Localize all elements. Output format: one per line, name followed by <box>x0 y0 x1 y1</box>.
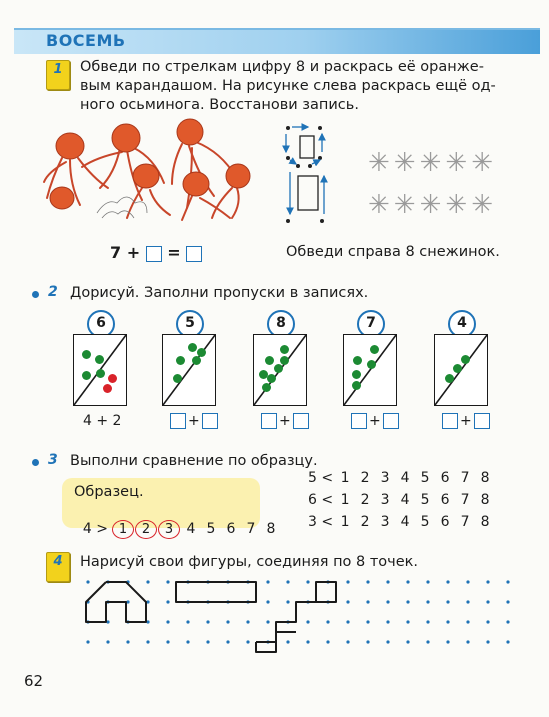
card-number-circle: 5 <box>176 310 204 338</box>
grid-dot[interactable] <box>366 640 369 643</box>
answer-box[interactable] <box>351 413 367 429</box>
red-dot <box>108 374 117 383</box>
grid-dot[interactable] <box>186 640 189 643</box>
comparison-number[interactable]: 4 <box>400 514 410 530</box>
grid-dot[interactable] <box>486 640 489 643</box>
snowflake-icon[interactable]: ✳ <box>393 190 420 220</box>
comparison-number[interactable]: 2 <box>360 492 370 508</box>
comparison-number[interactable]: 1 <box>340 514 350 530</box>
answer-box[interactable] <box>293 413 309 429</box>
snowflakes-top-row <box>368 148 518 178</box>
grid-dot[interactable] <box>406 640 409 643</box>
comparison-row <box>308 514 495 530</box>
grid-dot[interactable] <box>406 600 409 603</box>
grid-dot[interactable] <box>366 620 369 623</box>
comparison-number[interactable]: 5 <box>420 514 430 530</box>
plus-sign: + <box>279 413 291 429</box>
comparison-number[interactable]: 2 <box>360 470 370 486</box>
task-3-bullet <box>32 459 39 466</box>
grid-dot[interactable] <box>406 580 409 583</box>
comparison-number[interactable]: 8 <box>480 514 490 530</box>
task-2-bullet <box>32 291 39 298</box>
green-dot <box>461 355 470 364</box>
dot-card[interactable] <box>73 334 127 406</box>
comparison-number[interactable]: 6 <box>440 514 450 530</box>
octopus-illustration <box>42 118 252 226</box>
comparison-number[interactable]: 8 <box>480 470 490 486</box>
green-dot <box>192 356 201 365</box>
grid-dot[interactable] <box>386 640 389 643</box>
card-answer <box>351 413 399 429</box>
grid-dot[interactable] <box>486 600 489 603</box>
card-caption: 4 + 2 <box>83 413 122 429</box>
grid-dot[interactable] <box>346 620 349 623</box>
sample-number: 8 <box>266 521 276 537</box>
green-dot <box>96 369 105 378</box>
green-dot <box>370 345 379 354</box>
card-number-circle: 7 <box>357 310 385 338</box>
comparison-number[interactable]: 5 <box>420 470 430 486</box>
task-2-number: 2 <box>48 284 58 300</box>
comparison-number[interactable]: 3 <box>380 470 390 486</box>
grid-dot[interactable] <box>166 620 169 623</box>
comparison-number[interactable]: 2 <box>360 514 370 530</box>
snowflake-icon[interactable]: ✳ <box>368 148 394 178</box>
grid-dot[interactable] <box>466 640 469 643</box>
green-dot <box>352 381 361 390</box>
circled-number: 2 <box>135 520 157 539</box>
red-dot <box>103 384 112 393</box>
grid-dot[interactable] <box>366 600 369 603</box>
dot-card[interactable] <box>434 334 488 406</box>
grid-dot[interactable] <box>386 600 389 603</box>
snowflake-icon[interactable]: ✳ <box>419 148 446 178</box>
green-dot <box>280 345 289 354</box>
task-1-badge <box>46 60 70 90</box>
snowflake-icon[interactable]: ✳ <box>445 148 472 178</box>
comparison-number[interactable]: 1 <box>340 492 350 508</box>
task-1-expression <box>110 243 202 262</box>
grid-dot[interactable] <box>146 640 149 643</box>
comparison-row <box>308 492 495 508</box>
example-shape <box>176 582 256 602</box>
grid-dot[interactable] <box>86 580 89 583</box>
grid-dot[interactable] <box>246 640 249 643</box>
grid-dot[interactable] <box>206 620 209 623</box>
comparison-number[interactable]: 3 <box>380 514 390 530</box>
task-3-number: 3 <box>48 452 58 468</box>
green-dot <box>262 383 271 392</box>
circled-number: 1 <box>112 520 134 539</box>
grid-dot[interactable] <box>466 620 469 623</box>
answer-box[interactable] <box>383 413 399 429</box>
grid-dot[interactable] <box>246 620 249 623</box>
card-number-circle: 4 <box>448 310 476 338</box>
comparison-number[interactable]: 7 <box>460 514 470 530</box>
snowflake-icon[interactable]: ✳ <box>393 148 420 178</box>
grid-dot[interactable] <box>326 620 329 623</box>
card-number-circle: 6 <box>87 310 115 338</box>
grid-dot[interactable] <box>286 600 289 603</box>
grid-dot[interactable] <box>446 620 449 623</box>
grid-dot[interactable] <box>506 580 509 583</box>
snowflake-icon[interactable]: ✳ <box>445 190 472 220</box>
grid-dot[interactable] <box>306 640 309 643</box>
comparison-number[interactable]: 7 <box>460 492 470 508</box>
comparison-number[interactable]: 4 <box>400 492 410 508</box>
grid-dot[interactable] <box>226 640 229 643</box>
green-dot <box>176 356 185 365</box>
grid-dot[interactable] <box>86 640 89 643</box>
sample-number: 6 <box>226 521 236 537</box>
grid-dot[interactable] <box>506 640 509 643</box>
card-answer <box>442 413 490 429</box>
sample-comparison <box>74 504 281 539</box>
green-dot <box>173 374 182 383</box>
grid-dot[interactable] <box>266 600 269 603</box>
grid-dot[interactable] <box>346 600 349 603</box>
page-number: 62 <box>24 672 44 690</box>
comparison-number[interactable]: 7 <box>460 470 470 486</box>
sample-number: 5 <box>206 521 216 537</box>
green-dot <box>367 360 376 369</box>
grid-dot[interactable] <box>386 580 389 583</box>
example-shape <box>296 582 336 602</box>
answer-box[interactable] <box>202 413 218 429</box>
task-1-line-1: Обведи по стрелкам цифру 8 и раскрась её оранже- <box>80 59 484 75</box>
card-answer <box>261 413 309 429</box>
grid-dot[interactable] <box>466 600 469 603</box>
comparison-number[interactable]: 6 <box>440 470 450 486</box>
snowflake-icon[interactable]: ✳ <box>471 148 497 178</box>
grid-dot[interactable] <box>466 580 469 583</box>
comparison-prefix: 6 < <box>308 492 334 508</box>
sample-label: Образец. <box>74 484 144 500</box>
task-1-text <box>80 58 540 115</box>
sample-number: 4 <box>186 521 196 537</box>
comparison-prefix: 5 < <box>308 470 334 486</box>
plus-sign: + <box>460 413 472 429</box>
answer-box[interactable] <box>186 246 202 262</box>
answer-box[interactable] <box>474 413 490 429</box>
comparison-number[interactable]: 1 <box>340 470 350 486</box>
snowflake-caption: Обведи справа 8 снежинок. <box>286 244 500 260</box>
task-1-line-2: вым карандашом. На рисунке слева раскрась ещё од- <box>80 78 496 94</box>
grid-dot[interactable] <box>326 640 329 643</box>
task-3-text: Выполни сравнение по образцу. <box>70 453 318 469</box>
sample-prefix: 4 > <box>82 521 108 537</box>
grid-dot[interactable] <box>426 640 429 643</box>
dot-card[interactable] <box>253 334 307 406</box>
grid-dot[interactable] <box>266 620 269 623</box>
grid-dot[interactable] <box>126 640 129 643</box>
grid-dot[interactable] <box>506 600 509 603</box>
task-4-number: 4 <box>53 554 63 569</box>
example-shape <box>86 582 146 622</box>
grid-dot[interactable] <box>486 620 489 623</box>
grid-dot[interactable] <box>426 600 429 603</box>
task-1-line-3: ного осьминога. Восстанови запись. <box>80 97 359 113</box>
grid-dot[interactable] <box>486 580 489 583</box>
green-dot <box>197 348 206 357</box>
comparison-number[interactable]: 6 <box>440 492 450 508</box>
dot-card[interactable] <box>162 334 216 406</box>
answer-box[interactable] <box>442 413 458 429</box>
comparison-number[interactable]: 5 <box>420 492 430 508</box>
dot-card[interactable] <box>343 334 397 406</box>
grid-dot[interactable] <box>346 580 349 583</box>
task-4-badge <box>46 552 70 582</box>
grid-dot[interactable] <box>306 620 309 623</box>
sample-number: 7 <box>246 521 256 537</box>
snowflake-icon[interactable]: ✳ <box>471 190 497 220</box>
task-2-text: Дорисуй. Заполни пропуски в записях. <box>70 285 369 301</box>
answer-box[interactable] <box>146 246 162 262</box>
grid-dot[interactable] <box>446 600 449 603</box>
plus-sign: + <box>369 413 381 429</box>
snowflake-icon[interactable]: ✳ <box>368 190 394 220</box>
section-title: ВОСЕМЬ <box>46 31 126 50</box>
green-dot <box>352 370 361 379</box>
circled-number: 3 <box>158 520 180 539</box>
task-4-text: Нарисуй свои фигуры, соединяя по 8 точек. <box>80 554 419 570</box>
card-answer <box>170 413 218 429</box>
grid-dot[interactable] <box>426 620 429 623</box>
grid-dot[interactable] <box>186 620 189 623</box>
grid-dot[interactable] <box>266 580 269 583</box>
grid-dot[interactable] <box>426 580 429 583</box>
grid-dot[interactable] <box>146 580 149 583</box>
plus-sign: + <box>188 413 200 429</box>
card-number-circle: 8 <box>267 310 295 338</box>
task-1-number: 1 <box>53 62 63 77</box>
green-dot <box>280 356 289 365</box>
snowflake-icon[interactable]: ✳ <box>419 190 446 220</box>
grid-dot[interactable] <box>166 580 169 583</box>
green-dot <box>95 355 104 364</box>
grid-dot[interactable] <box>386 620 389 623</box>
grid-dot[interactable] <box>166 600 169 603</box>
comparison-row <box>308 470 495 486</box>
grid-dot[interactable] <box>286 640 289 643</box>
dot-grid[interactable] <box>80 575 520 657</box>
grid-dot[interactable] <box>306 580 309 583</box>
grid-dot[interactable] <box>166 640 169 643</box>
grid-dot[interactable] <box>206 640 209 643</box>
grid-dot[interactable] <box>406 620 409 623</box>
answer-box[interactable] <box>261 413 277 429</box>
comparison-number[interactable]: 4 <box>400 470 410 486</box>
grid-dot[interactable] <box>506 620 509 623</box>
comparison-number[interactable]: 8 <box>480 492 490 508</box>
grid-dot[interactable] <box>366 580 369 583</box>
grid-dot[interactable] <box>106 640 109 643</box>
expression-prefix: 7 + <box>110 243 141 262</box>
grid-dot[interactable] <box>446 640 449 643</box>
comparison-prefix: 3 < <box>308 514 334 530</box>
grid-dot[interactable] <box>286 580 289 583</box>
grid-dot[interactable] <box>226 620 229 623</box>
snowflakes-bottom-row <box>368 190 518 220</box>
equals-sign: = <box>167 243 181 262</box>
grid-dot[interactable] <box>446 580 449 583</box>
grid-dot[interactable] <box>346 640 349 643</box>
answer-box[interactable] <box>170 413 186 429</box>
digit-eight-trace[interactable] <box>276 116 346 232</box>
comparison-number[interactable]: 3 <box>380 492 390 508</box>
